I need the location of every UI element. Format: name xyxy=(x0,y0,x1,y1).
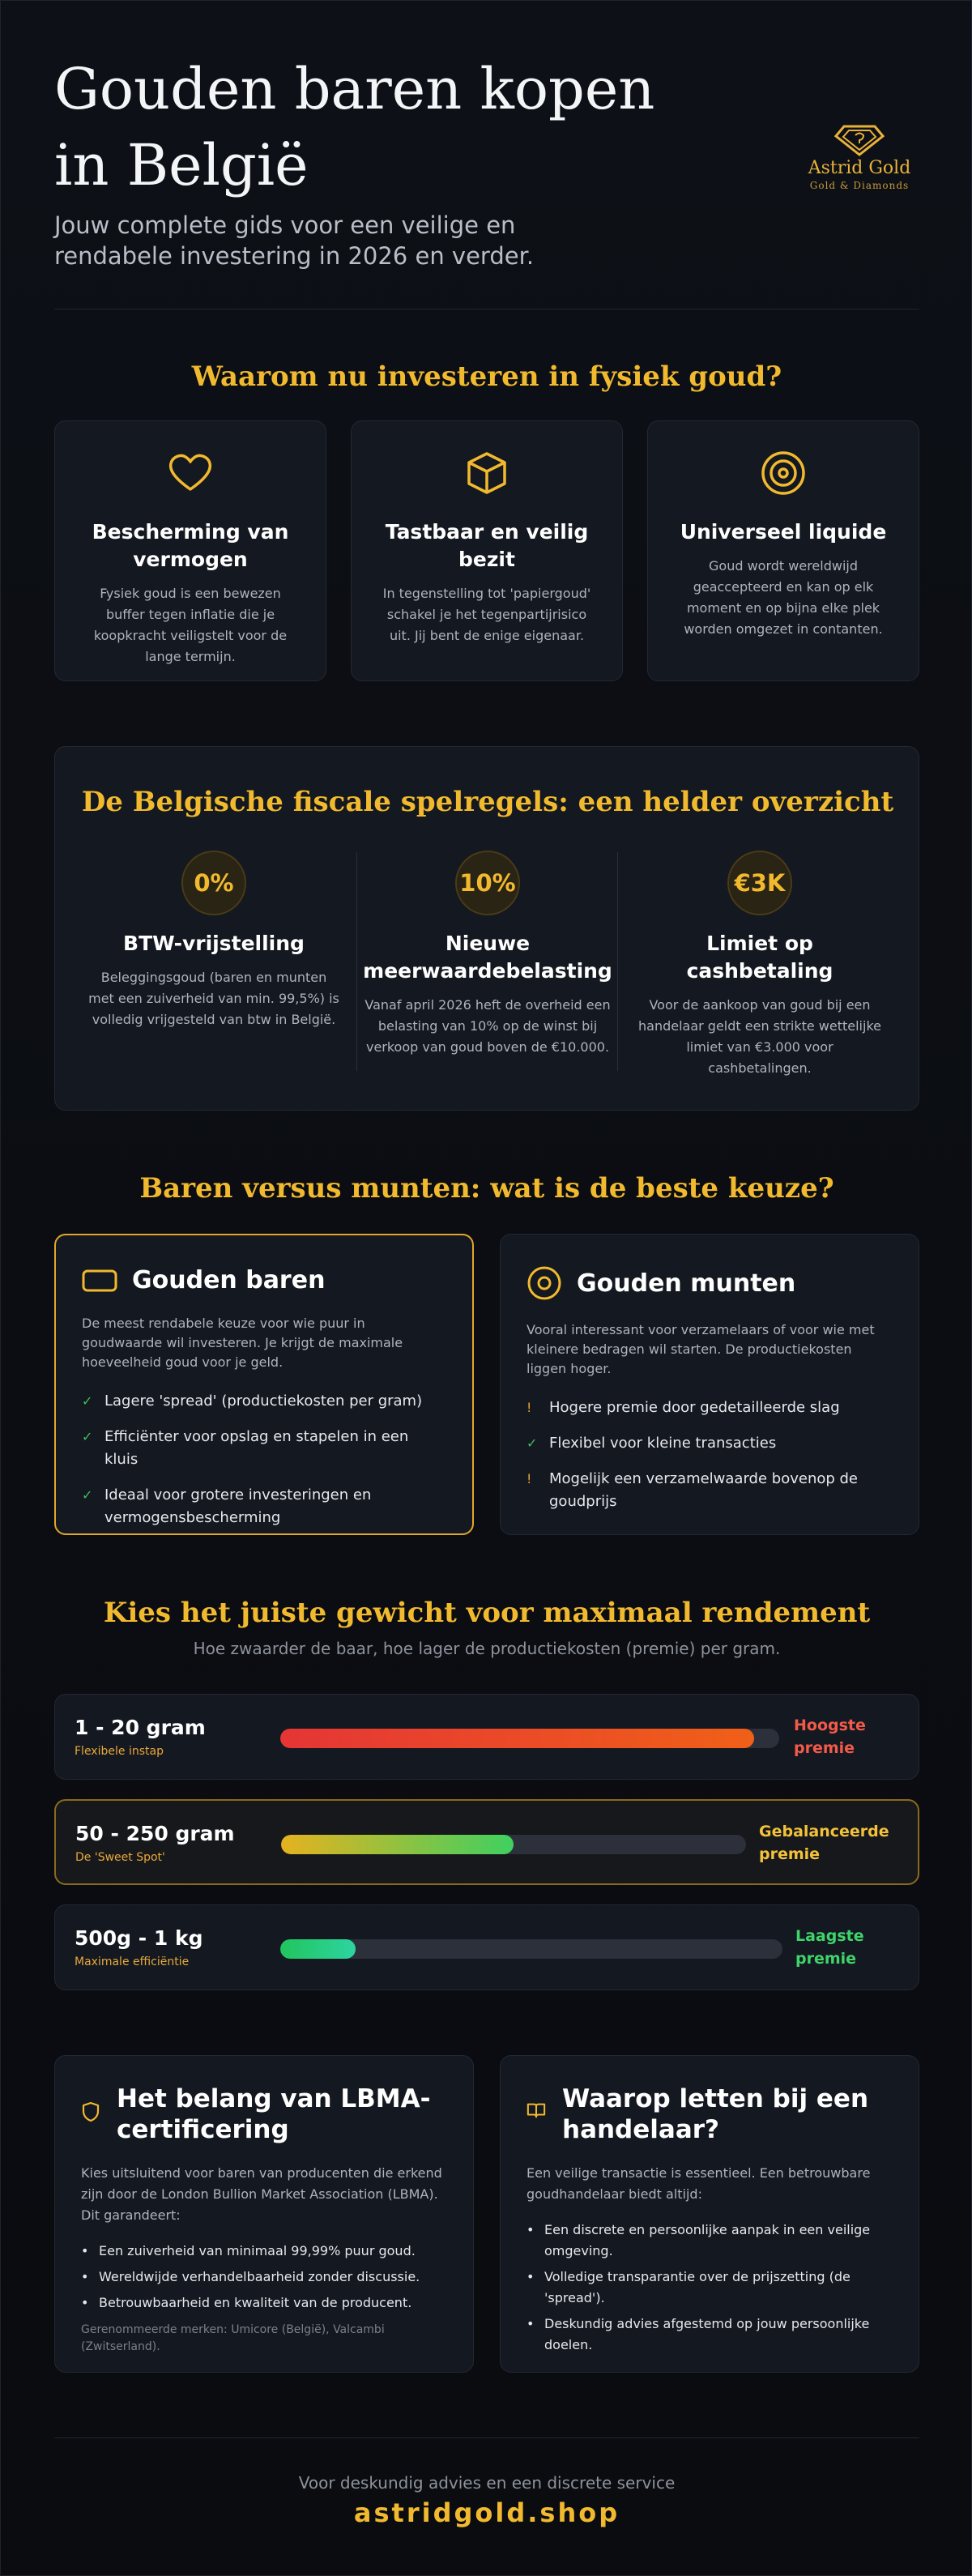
premium-label xyxy=(794,1714,866,1759)
lbma-card xyxy=(54,2055,474,2373)
list-item-text: Een discrete en persoonlijke aanpak in een veilige omgeving. xyxy=(544,2222,871,2258)
weight-label: 1 - 20 gram xyxy=(75,1716,206,1739)
feature-title: Tastbaar en veilig bezit xyxy=(385,520,589,571)
section-title-why: Waarom nu investeren in fysiek goud? xyxy=(191,360,782,393)
title-line-2: in België xyxy=(54,132,309,198)
fiscal-panel xyxy=(54,746,919,1111)
check-icon: ✓ xyxy=(526,1435,538,1451)
list-item xyxy=(82,1390,446,1413)
feature-card xyxy=(647,420,919,681)
premium-label-line: premie xyxy=(795,1950,857,1968)
check-icon: ✓ xyxy=(82,1429,93,1444)
coin-icon xyxy=(526,1265,562,1301)
weight-desc: Flexibele instap xyxy=(75,1745,164,1758)
weight-desc: De 'Sweet Spot' xyxy=(75,1851,165,1864)
gold-bar-icon xyxy=(82,1269,117,1292)
premium-label-line: Hoogste xyxy=(794,1717,866,1734)
book-icon xyxy=(526,2101,546,2119)
premium-label xyxy=(795,1925,864,1970)
premium-label-line: premie xyxy=(759,1845,821,1863)
list-item-text: Wereldwijde verhandelbaarheid zonder discussie. xyxy=(99,2269,420,2284)
weight-row[interactable] xyxy=(54,1694,919,1780)
weight-row[interactable] xyxy=(54,1799,919,1885)
feature-card xyxy=(351,420,623,681)
column-divider xyxy=(617,852,618,1071)
gem-icon xyxy=(834,124,885,156)
list-item-text: Flexibel voor kleine transacties xyxy=(549,1435,777,1452)
fiscal-text: Beleggingsgoud (baren en munten met een zuiverheid van min. 99,5%) is volledig vrijgesteld van btw in België. xyxy=(88,970,339,1027)
list-item: • Volledige transparantie over de prijszetting (de 'spread'). xyxy=(526,2267,893,2309)
fiscal-item xyxy=(633,851,886,1079)
target-icon xyxy=(759,449,808,497)
requirement-list xyxy=(526,2220,893,2356)
feature-title: Universeel liquide xyxy=(680,520,887,544)
list-item: • Betrouwbaarheid en kwaliteit van de producent. xyxy=(81,2292,447,2314)
list-item-text: Hogere premie door gedetailleerde slag xyxy=(549,1399,840,1416)
premium-fill xyxy=(281,1835,514,1854)
list-item xyxy=(526,1432,893,1455)
section-subtitle: Hoe zwaarder de baar, hoe lager de productiekosten (premie) per gram. xyxy=(193,1639,781,1658)
weight-row[interactable] xyxy=(54,1904,919,1990)
premium-label-line: Laagste xyxy=(795,1927,864,1945)
fiscal-badge: 10% xyxy=(455,851,520,915)
logo-tagline: Gold & Diamonds xyxy=(809,180,910,191)
premium-label-line: Gebalanceerde xyxy=(759,1823,889,1840)
weight-desc: Maximale efficiëntie xyxy=(75,1955,190,1968)
box-icon xyxy=(463,449,511,497)
premium-track xyxy=(280,1729,779,1748)
page-title xyxy=(54,51,702,203)
benefit-list xyxy=(82,1390,446,1529)
list-item-text: Efficiënter voor opslag en stapelen in een kluis xyxy=(104,1428,409,1468)
fiscal-item xyxy=(87,851,340,1030)
fiscal-title: Limiet op cashbetaling xyxy=(686,932,833,983)
card-intro: Een veilige transactie is essentieel. Een betrouwbare goudhandelaar biedt altijd: xyxy=(526,2165,871,2202)
list-item-text: Lagere 'spread' (productiekosten per gram) xyxy=(104,1392,423,1410)
title-line-1: Gouden baren kopen xyxy=(54,56,655,122)
feature-text: Fysiek goud is een bewezen buffer tegen inflatie die je koopkracht veiligstelt voor de lange termijn. xyxy=(93,586,288,664)
list-item-text: Deskundig advies afgestemd op jouw persoonlijke doelen. xyxy=(544,2316,870,2352)
fiscal-item xyxy=(361,851,614,1058)
list-item xyxy=(82,1426,446,1471)
feature-text: Goud wordt wereldwijd geaccepteerd en kan op elk moment en op bijna elke plek worden omgezet in contanten. xyxy=(684,558,883,637)
fiscal-badge: €3K xyxy=(727,851,792,915)
brands-note: Gerenommeerde merken: Umicore (België), Valcambi (Zwitserland). xyxy=(81,2323,385,2353)
card-title: Gouden munten xyxy=(577,1269,796,1298)
feature-card xyxy=(54,420,326,681)
brand-logo[interactable] xyxy=(803,124,916,191)
benefit-list xyxy=(526,1397,893,1513)
card-title: Het belang van LBMA-certificering xyxy=(117,2084,431,2144)
shield-icon xyxy=(81,2101,100,2122)
feature-title: Bescherming van vermogen xyxy=(92,520,289,571)
premium-fill xyxy=(280,1939,356,1959)
weight-label: 50 - 250 gram xyxy=(75,1822,235,1845)
gold-bars-card[interactable] xyxy=(54,1234,474,1535)
logo-name: Astrid Gold xyxy=(808,158,911,178)
column-divider xyxy=(356,852,357,1071)
premium-track xyxy=(281,1835,746,1854)
guarantee-list xyxy=(81,2241,447,2314)
card-intro: Vooral interessant voor verzamelaars of voor wie met kleinere bedragen wil starten. De productiekosten liggen hoger. xyxy=(526,1322,875,1376)
section-title-fiscal: De Belgische fiscale spelregels: een helder overzicht xyxy=(81,786,894,818)
card-title: Gouden baren xyxy=(132,1266,326,1294)
heart-icon xyxy=(166,449,215,497)
footer-link[interactable]: astridgold.shop xyxy=(353,2497,620,2528)
premium-label-line: premie xyxy=(794,1739,855,1757)
premium-label xyxy=(759,1820,889,1866)
fiscal-text: Voor de aankoop van goud bij een handelaar geldt een strikte wettelijke limiet van €3.000 voor cashbetalingen. xyxy=(638,997,881,1076)
list-item xyxy=(526,1397,893,1419)
section-title-weights: Kies het juiste gewicht voor maximaal rendement xyxy=(103,1597,871,1629)
list-item-text: Betrouwbaarheid en kwaliteit van de producent. xyxy=(99,2295,412,2310)
list-item-text: Een zuiverheid van minimaal 99,99% puur goud. xyxy=(99,2243,416,2258)
dealer-card xyxy=(500,2055,919,2373)
gold-coins-card[interactable] xyxy=(500,1234,919,1535)
check-icon: ✓ xyxy=(82,1393,93,1409)
fiscal-title: Nieuwe meerwaardebelasting xyxy=(363,932,612,983)
section-title-compare: Baren versus munten: wat is de beste keuze? xyxy=(139,1172,834,1205)
card-title: Waarop letten bij een handelaar? xyxy=(562,2084,869,2144)
list-item: • Een zuiverheid van minimaal 99,99% puur goud. xyxy=(81,2241,447,2262)
footer-text: Voor deskundig advies en een discrete service xyxy=(298,2473,676,2493)
list-item: • Een discrete en persoonlijke aanpak in een veilige omgeving. xyxy=(526,2220,893,2262)
list-item xyxy=(526,1468,893,1513)
weight-label: 500g - 1 kg xyxy=(75,1926,203,1950)
premium-fill xyxy=(280,1729,754,1748)
warning-icon: ! xyxy=(526,1471,532,1486)
premium-track xyxy=(280,1939,782,1959)
divider xyxy=(54,2437,919,2438)
list-item-text: Volledige transparantie over de prijszetting (de 'spread'). xyxy=(544,2269,850,2305)
list-item-text: Mogelijk een verzamelwaarde bovenop de goudprijs xyxy=(549,1470,859,1510)
fiscal-badge: 0% xyxy=(181,851,246,915)
feature-text: In tegenstelling tot 'papiergoud' schakel je het tegenpartijrisico uit. Jij bent de enige eigenaar. xyxy=(382,586,591,643)
list-item: • Deskundig advies afgestemd op jouw persoonlijke doelen. xyxy=(526,2314,893,2356)
list-item-text: Ideaal voor grotere investeringen en vermogensbescherming xyxy=(104,1486,372,1526)
card-intro: Kies uitsluitend voor baren van producenten die erkend zijn door de London Bullion Market Association (LBMA). Dit garandeert: xyxy=(81,2165,442,2223)
page-subtitle: Jouw complete gids voor een veilige en rendabele investering in 2026 en verder. xyxy=(54,211,535,270)
check-icon: ✓ xyxy=(82,1487,93,1503)
warning-icon: ! xyxy=(526,1400,532,1415)
fiscal-title: BTW-vrijstelling xyxy=(123,932,305,955)
list-item xyxy=(82,1484,446,1529)
list-item: • Wereldwijde verhandelbaarheid zonder discussie. xyxy=(81,2267,447,2288)
fiscal-text: Vanaf april 2026 heft de overheid een belasting van 10% op de winst bij verkoop van goud boven de €10.000. xyxy=(364,997,611,1055)
card-intro: De meest rendabele keuze voor wie puur in goudwaarde wil investeren. Je krijgt de maximale hoeveelheid goud voor je geld. xyxy=(82,1316,403,1370)
